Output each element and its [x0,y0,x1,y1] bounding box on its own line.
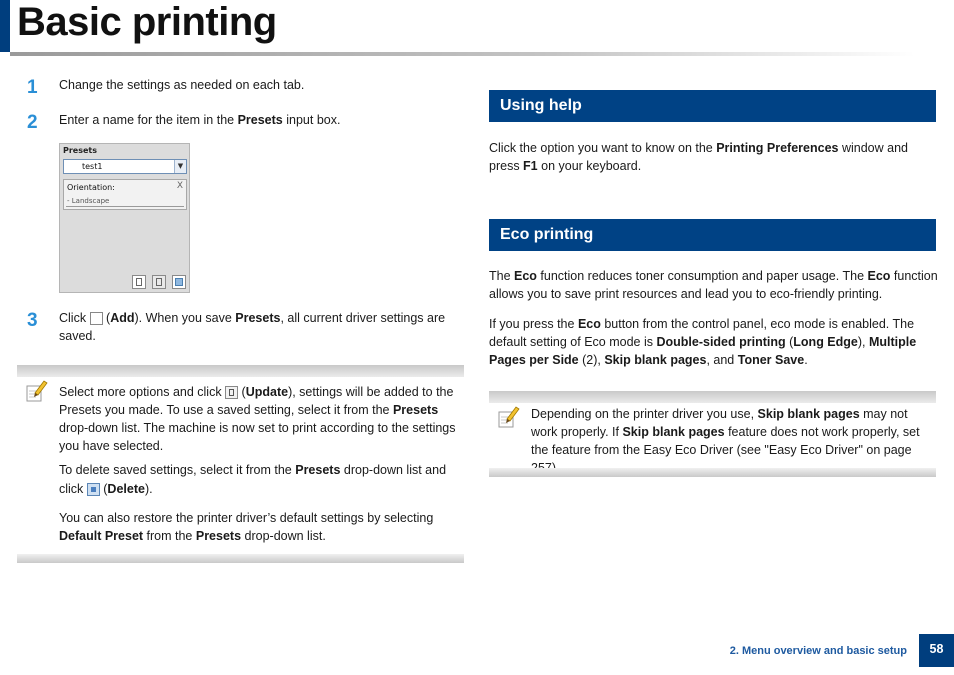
delete-preset-button[interactable] [172,275,186,289]
list-divider [66,206,184,207]
note-bottom-border [489,468,936,477]
note-bottom-border [17,554,464,563]
note-paragraph-delete: To delete saved settings, select it from the Presets drop-down list and click (Delete). [59,463,447,496]
step-text-1: Change the settings as needed on each tab. [59,78,305,92]
step-text-3: Click (Add). When you save Presets, all current driver settings are saved. [59,311,446,343]
presets-note-box [17,365,464,563]
delete-icon [87,483,100,496]
step-text-2: Enter a name for the item in the Presets input box. [59,113,341,127]
delete-icon [175,278,183,286]
update-icon [225,386,238,399]
presets-dropdown[interactable] [63,159,187,174]
presets-label: Presets [63,146,98,155]
pencil-note-icon [498,405,520,429]
page-title: Basic printing [17,0,277,44]
title-accent-bar [0,0,10,52]
step-number-2: 2 [27,112,38,133]
eco-printing-heading: Eco printing [489,219,936,251]
add-icon [90,312,103,325]
update-preset-button[interactable] [152,275,166,289]
eco-paragraph-function: The Eco function reduces toner consumption and paper usage. The Eco function allows you to save print resources and lead you to eco-friendly printing. [489,269,938,301]
footer-chapter: 2. Menu overview and basic setup [729,645,907,657]
note-top-border [17,365,464,377]
step-number-1: 1 [27,77,38,98]
eco-note-box [489,391,936,477]
using-help-text: Click the option you want to know on the Printing Preferences window and press F1 on your keyboard. [489,141,908,173]
using-help-heading: Using help [489,90,936,122]
pencil-note-icon [26,379,48,403]
presets-dropdown-value: test1 [82,162,103,171]
presets-settings-list [63,179,187,210]
note-paragraph-default: You can also restore the printer driver’s default settings by selecting Default Preset from the Presets drop-down list. [59,511,434,543]
add-preset-button[interactable] [132,275,146,289]
orientation-label: Orientation: [67,183,115,192]
chevron-down-icon[interactable]: ▼ [174,160,186,173]
landscape-value: - Landscape [67,197,110,205]
update-icon [156,278,162,286]
add-icon [136,278,142,286]
eco-paragraph-default: If you press the Eco button from the control panel, eco mode is enabled. The default setting of Eco mode is Double-sided printing (Long Edge), Multiple Pages per Side (2), Skip blank pages, and Toner Save. [489,317,917,367]
presets-dialog-screenshot [59,143,190,293]
note-top-border [489,391,936,403]
title-divider [10,52,915,56]
eco-note-text: Depending on the printer driver you use, Skip blank pages may not work properly. If Skip blank pages feature does not work properly, set the feature from the Easy Eco Driver (see "Easy Eco Driver" on page [531,407,920,457]
close-icon[interactable]: X [176,181,183,191]
step-number-3: 3 [27,310,38,331]
page-number: 58 [919,634,954,667]
note-paragraph-update: Select more options and click (Update), settings will be added to the Presets you made. To use a saved setting, select it from the Presets drop-down list. The machine is now set to print according to the settings you have selected. [59,385,456,453]
